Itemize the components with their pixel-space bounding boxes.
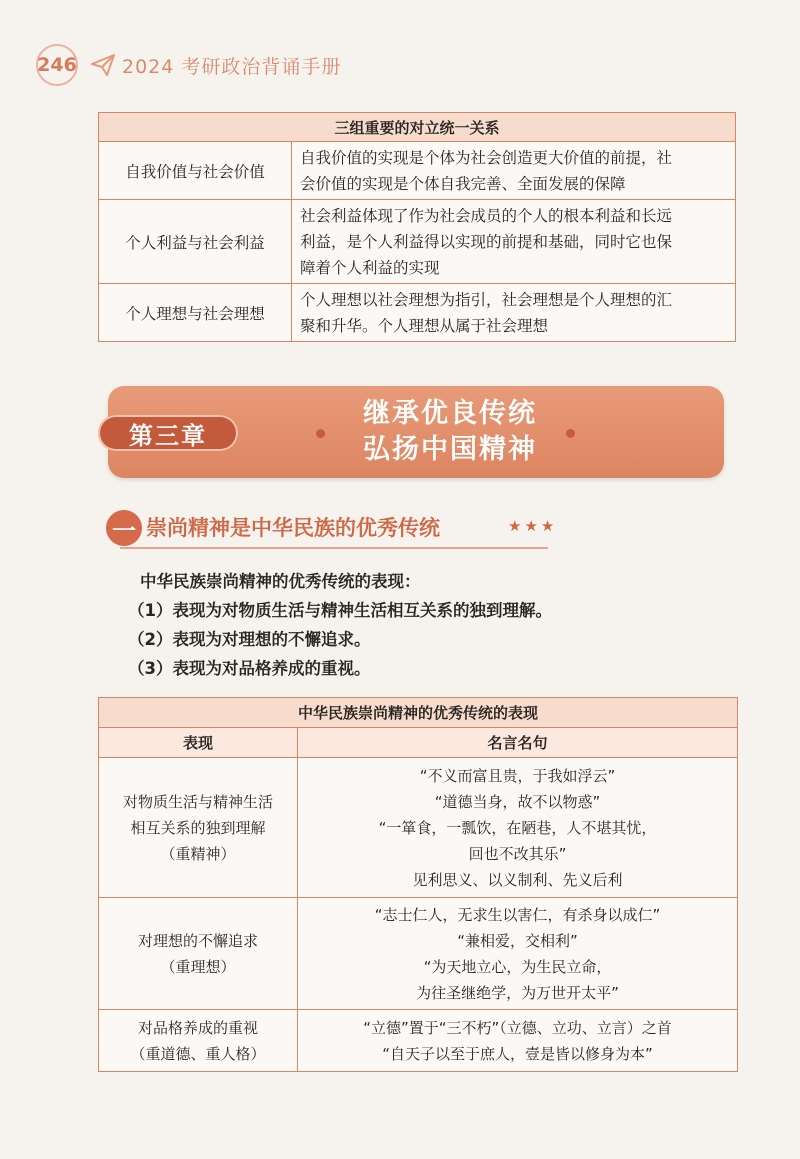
section-number-badge: 一 [106, 510, 142, 546]
row-line: 利益，是个人利益得以实现的前提和基础，同时它也保 [300, 232, 673, 251]
paper-plane-icon [90, 52, 116, 78]
opposition-unity-table [98, 112, 736, 342]
table-title: 三组重要的对立统一关系 [99, 113, 736, 142]
row-label-line: 相互关系的独到理解 [130, 818, 266, 837]
row-label-line: （重理想） [160, 957, 236, 976]
quotes-cell [298, 1010, 738, 1072]
row-label [99, 898, 298, 1010]
row-label: 自我价值与社会价值 [99, 142, 292, 200]
list-item: （2）表现为对理想的不懈追求。 [128, 630, 371, 649]
row-content [292, 200, 736, 284]
section-title: 崇尚精神是中华民族的优秀传统 [146, 516, 440, 540]
table-title: 中华民族崇尚精神的优秀传统的表现 [99, 698, 738, 728]
row-label [99, 1010, 298, 1072]
row-line: 社会利益体现了作为社会成员的个人的根本利益和长远 [300, 206, 673, 225]
chapter-title-line: 弘扬中国精神 [363, 434, 537, 465]
page-number: 246 [36, 44, 78, 86]
quote-line: “道德当身，故不以物惑” [434, 792, 601, 811]
quote-line: 为往圣继绝学，为万世开太平” [416, 983, 619, 1002]
chapter-title [340, 396, 560, 468]
quote-line: 回也不改其乐” [468, 844, 567, 863]
chapter-tag: 第三章 [98, 415, 238, 451]
row-label: 个人利益与社会利益 [99, 200, 292, 284]
column-header: 名言名句 [298, 728, 738, 758]
chapter-title-line: 继承优良传统 [363, 398, 537, 429]
table-row [99, 284, 736, 342]
quotes-cell [298, 758, 738, 898]
table-row [99, 200, 736, 284]
quote-line: “兼相爱，交相利” [457, 931, 578, 950]
row-line: 聚和升华。个人理想从属于社会理想 [300, 316, 549, 335]
row-label: 个人理想与社会理想 [99, 284, 292, 342]
row-label-line: 对理想的不懈追求 [137, 931, 258, 950]
row-label-line: 对物质生活与精神生活 [122, 792, 273, 811]
row-label-line: （重精神） [160, 844, 236, 863]
row-content [292, 142, 736, 200]
column-header: 表现 [99, 728, 298, 758]
table-row [99, 142, 736, 200]
row-line: 障着个人利益的实现 [300, 258, 440, 277]
intro-text: 中华民族崇尚精神的优秀传统的表现： [140, 572, 421, 591]
banner-dot-left [316, 429, 325, 438]
row-label-line: 对品格养成的重视 [137, 1018, 258, 1037]
list-item: （1）表现为对物质生活与精神生活相互关系的独到理解。 [128, 601, 552, 620]
banner-dot-right [566, 429, 575, 438]
book-title: 2024 考研政治背诵手册 [122, 55, 342, 78]
table-row [99, 1010, 738, 1072]
table-row [99, 758, 738, 898]
quote-line: “一箪食，一瓢饮，在陋巷，人不堪其忧， [378, 818, 657, 837]
row-line: 自我价值的实现是个体为社会创造更大价值的前提，社 [300, 148, 673, 167]
section-underline [120, 547, 548, 549]
quote-line: “自天子以至于庶人，壹是皆以修身为本” [382, 1044, 653, 1063]
quote-line: “立德”置于“三不朽”（立德、立功、立言）之首 [363, 1018, 672, 1037]
importance-stars-icon: ★★★ [508, 517, 558, 535]
quote-line: “志士仁人，无求生以害仁，有杀身以成仁” [374, 905, 661, 924]
quote-line: 见利思义、以义制利、先义后利 [412, 870, 623, 889]
spirit-tradition-table [98, 697, 738, 1072]
page-header [36, 42, 341, 88]
row-label [99, 758, 298, 898]
row-line: 会价值的实现是个体自我完善、全面发展的保障 [300, 174, 626, 193]
row-label-line: （重道德、重人格） [130, 1044, 266, 1063]
row-content [292, 284, 736, 342]
quotes-cell [298, 898, 738, 1010]
row-line: 个人理想以社会理想为指引，社会理想是个人理想的汇 [300, 290, 673, 309]
quote-line: “为天地立心，为生民立命， [423, 957, 612, 976]
quote-line: “不义而富且贵，于我如浮云” [419, 766, 616, 785]
list-item: （3）表现为对品格养成的重视。 [128, 659, 371, 678]
table-row [99, 898, 738, 1010]
